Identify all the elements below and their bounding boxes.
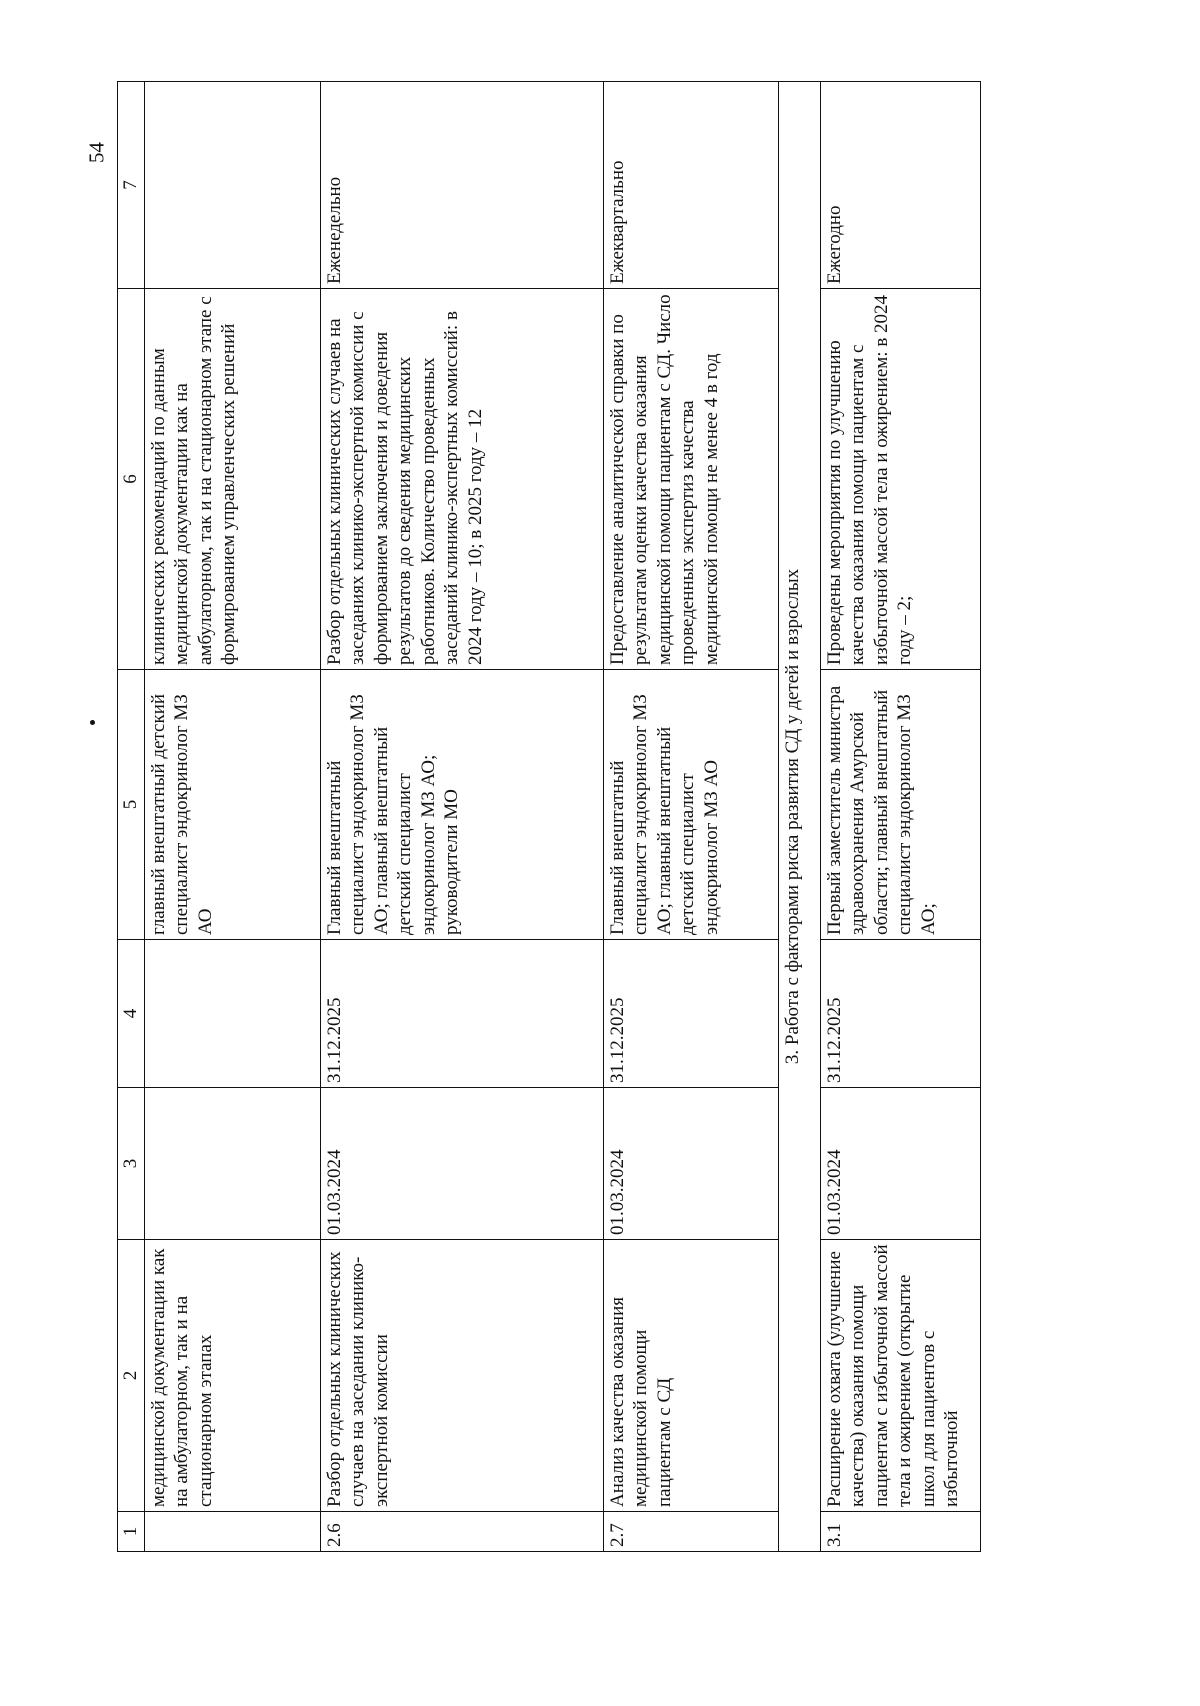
- cell-frequency: Еженедельно: [320, 82, 603, 289]
- cell-activity: Расширение охвата (улучшение качества) оказания помощи пациентам с избыточной массой тела и ожирением (открытие школ для пациентов с избыточной: [820, 1240, 980, 1512]
- cell-end-date: 31.12.2025: [603, 940, 778, 1088]
- header-col-2: 2: [118, 1240, 145, 1512]
- cell-responsible: главный внештатный детский специалист эндокринолог МЗ АО: [144, 670, 320, 940]
- header-col-1: 1: [118, 1512, 145, 1552]
- cell-result: Проведены мероприятия по улучшению качества оказания помощи пациентам с избыточной массой тела и ожирением: в 2024 году – 2;: [820, 289, 980, 670]
- stray-dot: [90, 720, 95, 725]
- rotated-page-content: [117, 82, 1127, 1552]
- cell-result: Предоставление аналитической справки по результатам оценки качества оказания медицинской помощи пациентам с СД. Число проведенных экспертиз качества медицинской помощи не менее 4 в год: [603, 289, 778, 670]
- table-row-2-6: [320, 82, 603, 1552]
- table-row-3-1: [820, 82, 980, 1552]
- cell-number: [144, 1512, 320, 1552]
- cell-result: клинических рекомендаций по данным медицинской документации как на амбулаторном, так и на стационарном этапе с формированием управленческих решений: [144, 289, 320, 670]
- section-title: 3. Работа с факторами риска развития СД у детей и взрослых: [778, 82, 820, 1552]
- header-col-3: 3: [118, 1088, 145, 1240]
- cell-responsible: Главный внештатный специалист эндокринолог МЗ АО; главный внештатный детский специалист эндокринолог МЗ АО; руководители МО: [320, 670, 603, 940]
- cell-end-date: 31.12.2025: [320, 940, 603, 1088]
- cell-number: 2.6: [320, 1512, 603, 1552]
- cell-number: 3.1: [820, 1512, 980, 1552]
- cell-start-date: [144, 1088, 320, 1240]
- header-col-5: 5: [118, 670, 145, 940]
- header-col-7: 7: [118, 82, 145, 289]
- cell-frequency: [144, 82, 320, 289]
- cell-start-date: 01.03.2024: [320, 1088, 603, 1240]
- cell-frequency: Ежеквартально: [603, 82, 778, 289]
- header-col-4: 4: [118, 940, 145, 1088]
- table-row-continuation: [144, 82, 320, 1552]
- page-number: 54: [84, 142, 109, 163]
- cell-responsible: Первый заместитель министра здравоохранения Амурской области; главный внештатный специалист эндокринолог МЗ АО;: [820, 670, 980, 940]
- cell-number: 2.7: [603, 1512, 778, 1552]
- cell-start-date: 01.03.2024: [603, 1088, 778, 1240]
- section-row: [778, 82, 820, 1552]
- header-col-6: 6: [118, 289, 145, 670]
- cell-responsible: Главный внештатный специалист эндокринолог МЗ АО; главный внештатный детский специалист эндокринолог МЗ АО: [603, 670, 778, 940]
- cell-end-date: 31.12.2025: [820, 940, 980, 1088]
- cell-frequency: Ежегодно: [820, 82, 980, 289]
- cell-start-date: 01.03.2024: [820, 1088, 980, 1240]
- cell-activity: Разбор отдельных клинических случаев на заседании клинико-экспертной комиссии: [320, 1240, 603, 1512]
- cell-activity: медицинской документации как на амбулаторном, так и на стационарном этапах: [144, 1240, 320, 1512]
- cell-result: Разбор отдельных клинических случаев на заседаниях клинико-экспертной комиссии с формированием заключения и доведения результатов до сведения медицинских работников. Количество проведенных заседаний клинико-экспертных комиссий: в 2024 году – 10; в 2025 году – 12: [320, 289, 603, 670]
- action-plan-table: [117, 81, 981, 1552]
- cell-activity: Анализ качества оказания медицинской помощи пациентам с СД: [603, 1240, 778, 1512]
- table-row-2-7: [603, 82, 778, 1552]
- header-row: [118, 82, 145, 1552]
- cell-end-date: [144, 940, 320, 1088]
